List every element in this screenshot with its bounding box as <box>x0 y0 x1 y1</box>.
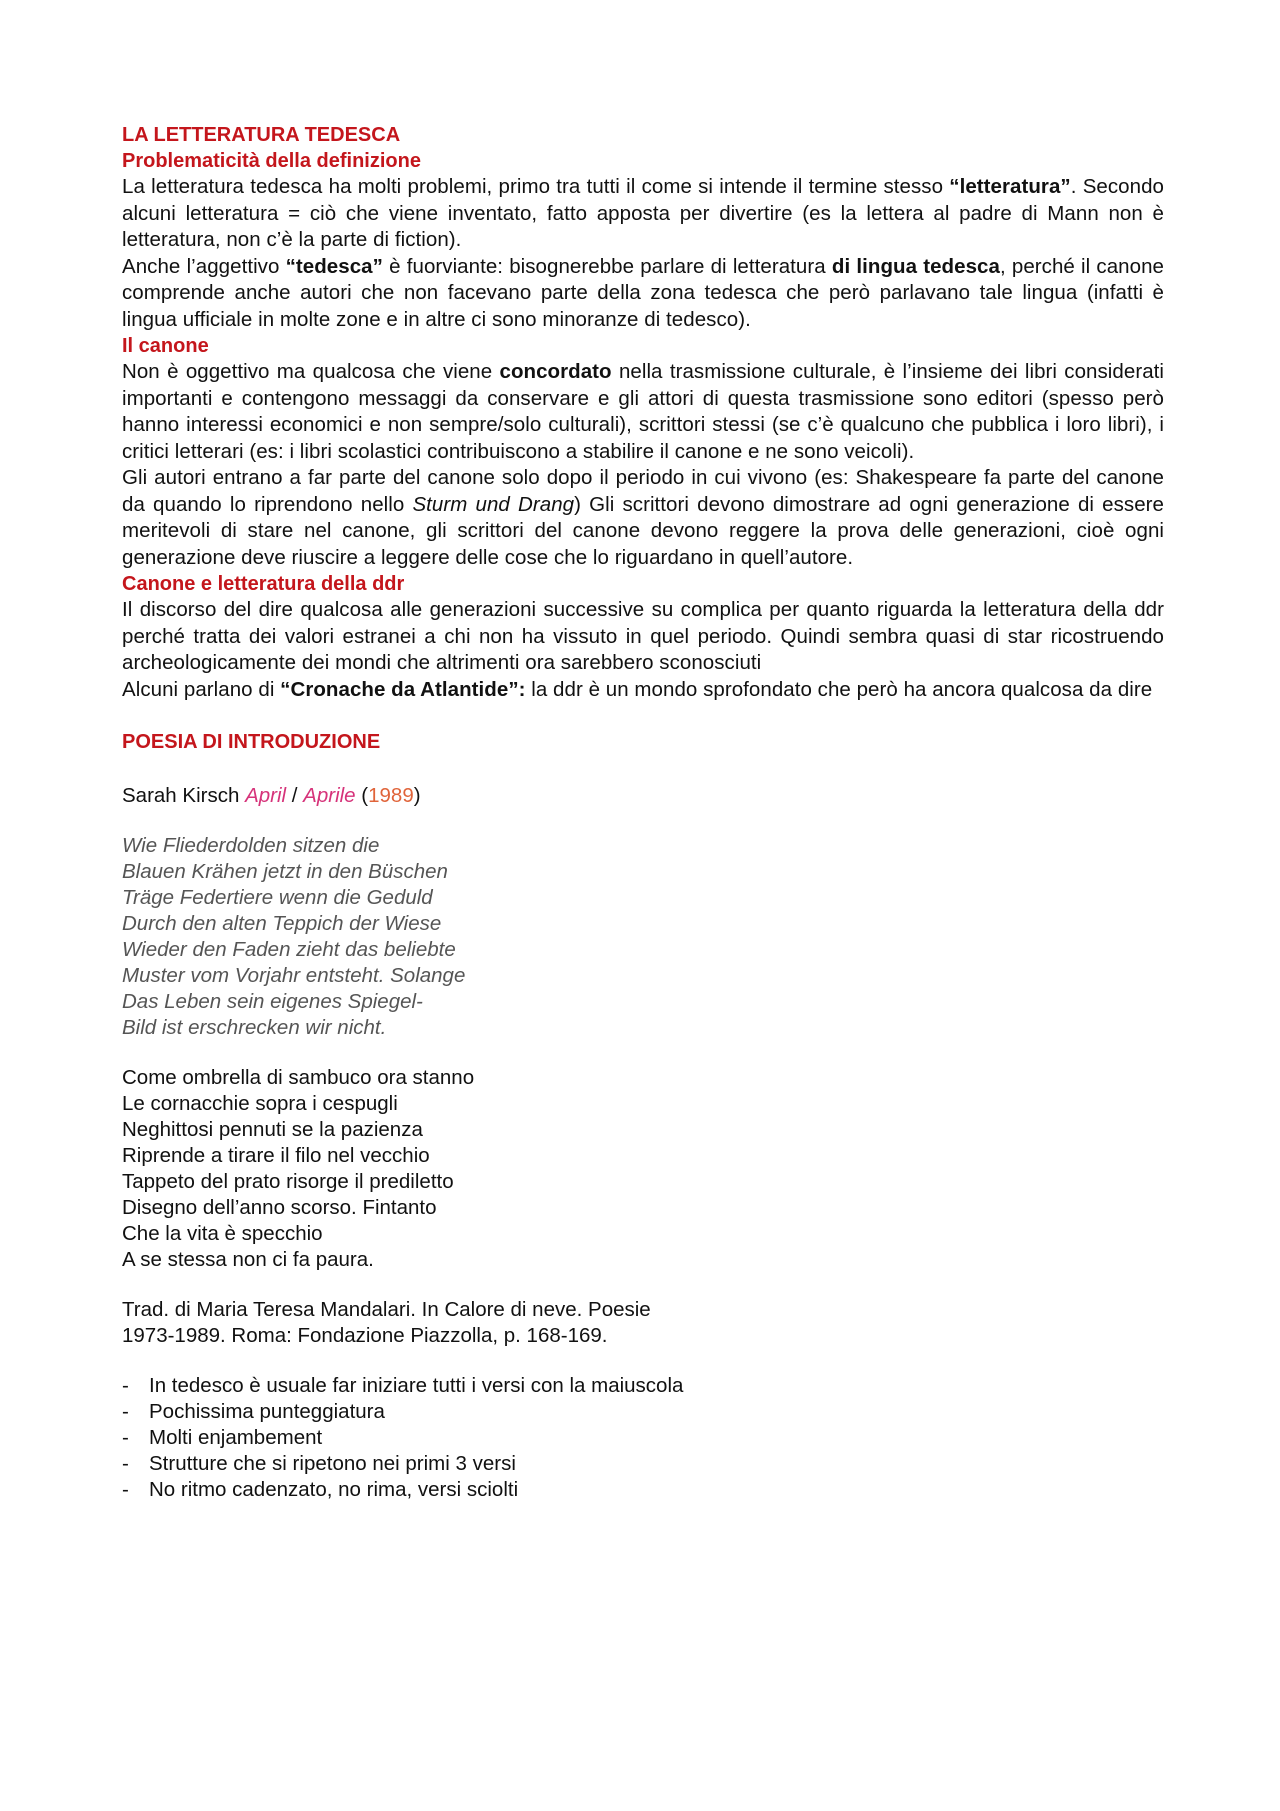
list-item <box>122 1425 1164 1451</box>
dash-bullet-icon: - <box>122 1426 129 1449</box>
poem-line: Che la vita è specchio <box>122 1222 323 1245</box>
poem-german <box>122 833 1164 1041</box>
notes-list <box>122 1373 1164 1503</box>
paren-close: ) <box>413 784 421 807</box>
bold-term-concordato: concordato <box>499 360 612 383</box>
dash-bullet-icon: - <box>122 1478 129 1501</box>
text-run: nella trasmissione culturale, è l’insieme dei libri considerati importanti e contengono messaggi da conservare e gli attori di questa trasmissione sono editori (spesso però hanno interessi economici e non sempre/solo culturali), scrittori stessi (se c’è qualcuno che pubblica i loro libri), i critici letterari (es: i libri scolastici contribuiscono a stabilire il canone e ne sono veicoli). <box>122 360 1164 463</box>
section-heading-poesia: POESIA DI INTRODUZIONE <box>122 731 381 753</box>
list-item-text: Strutture che si ripetono nei primi 3 versi <box>149 1452 516 1475</box>
dash-bullet-icon: - <box>122 1400 129 1423</box>
text-run: la ddr è un mondo sprofondato che però ha ancora qualcosa da dire <box>525 677 1153 701</box>
list-item <box>122 1373 1164 1399</box>
list-item <box>122 1399 1164 1425</box>
poem-title-german: April <box>245 784 287 807</box>
text-run: , perché il canone comprende anche autori che non facevano parte della zona tedesca che però parlavano tale lingua (infatti è lingua ufficiale in molte zone e in altre ci sono minoranze di tedesco). <box>122 254 1164 331</box>
text-run: Alcuni parlano di <box>122 677 281 701</box>
paragraph-canone-autori <box>122 465 1164 571</box>
poem-line: Disegno dell’anno scorso. Fintanto <box>122 1196 437 1219</box>
text-run: Non è oggettivo ma qualcosa che viene <box>122 360 500 383</box>
section-heading-ddr: Canone e letteratura della ddr <box>122 573 405 595</box>
poem-line: Wieder den Faden zieht das beliebte <box>122 938 456 961</box>
text-run: Anche l’aggettivo <box>122 254 286 278</box>
list-item-text: In tedesco è usuale far iniziare tutti i versi con la maiuscola <box>149 1374 684 1397</box>
bold-term-letteratura: “letteratura” <box>949 175 1071 198</box>
section-heading-definizione: Problematicità della definizione <box>122 150 421 172</box>
bold-term-cronache: “Cronache da Atlantide”: <box>280 677 526 701</box>
bold-term-tedesca: “tedesca” <box>285 254 383 278</box>
poem-line: Träge Federtiere wenn die Geduld <box>122 886 433 909</box>
section-heading-canone: Il canone <box>122 335 209 357</box>
bold-term-lingua-tedesca: di lingua tedesca <box>831 254 1000 278</box>
credit-line: Trad. di Maria Teresa Mandalari. In Calore di neve. Poesie <box>122 1298 651 1321</box>
poem-line: Blauen Krähen jetzt in den Büschen <box>122 860 448 883</box>
poem-italian <box>122 1065 1164 1273</box>
spacer <box>122 1041 1164 1065</box>
spacer <box>122 1349 1164 1373</box>
text-run: ) Gli scrittori devono dimostrare ad ogni generazione di essere meritevoli di stare nel canone, gli scrittori del canone devono reggere la prova delle generazioni, cioè ogni generazione deve riuscire a leggere delle cose che lo riguardano in quell’autore. <box>122 492 1164 569</box>
italic-term-sturm-und-drang: Sturm und Drang <box>412 492 575 516</box>
poem-line: Neghittosi pennuti se la pazienza <box>122 1118 423 1141</box>
text-run: Gli autori entrano a far parte del canone solo dopo il periodo in cui vivono (es: Shakespeare fa parte del canone da quando lo riprendono nello <box>122 466 1164 516</box>
poet-name: Sarah Kirsch <box>122 784 246 807</box>
poem-line: Durch den alten Teppich der Wiese <box>122 912 442 935</box>
paren-open: ( <box>355 784 369 807</box>
poem-line: Muster vom Vorjahr entsteht. Solange <box>122 964 466 987</box>
paragraph-atlantide <box>122 677 1164 704</box>
spacer <box>122 1273 1164 1297</box>
paragraph-canone-definizione <box>122 359 1164 465</box>
list-item <box>122 1451 1164 1477</box>
dash-bullet-icon: - <box>122 1374 129 1397</box>
poem-line: A se stessa non ci fa paura. <box>122 1248 374 1271</box>
text-run: . Secondo alcuni letteratura = ciò che viene inventato, fatto apposta per divertire (es la lettera al padre di Mann non è letteratura, non c’è la parte di fiction). <box>122 175 1164 251</box>
poem-line: Come ombrella di sambuco ora stanno <box>122 1066 475 1089</box>
poem-line: Bild ist erschrecken wir nicht. <box>122 1016 387 1039</box>
paragraph-letteratura <box>122 174 1164 254</box>
list-item <box>122 1477 1164 1503</box>
title-separator: / <box>286 784 304 807</box>
text-run: La letteratura tedesca ha molti problemi, primo tra tutti il come si intende il termine stesso <box>122 175 950 198</box>
poem-line: Riprende a tirare il filo nel vecchio <box>122 1144 430 1167</box>
poem-year: 1989 <box>368 784 414 807</box>
spacer <box>122 703 1164 729</box>
paragraph-tedesca <box>122 254 1164 334</box>
poem-line: Le cornacchie sopra i cespugli <box>122 1092 398 1115</box>
text-run: è fuorviante: bisognerebbe parlare di letteratura <box>382 254 832 278</box>
poem-line: Tappeto del prato risorge il prediletto <box>122 1170 454 1193</box>
list-item-text: Pochissima punteggiatura <box>149 1400 385 1423</box>
translation-credit <box>122 1297 1164 1349</box>
poem-attribution <box>122 783 1164 809</box>
poem-title-italian: Aprile <box>303 784 356 807</box>
list-item-text: Molti enjambement <box>149 1426 323 1449</box>
dash-bullet-icon: - <box>122 1452 129 1475</box>
spacer <box>122 755 1164 783</box>
document-title: LA LETTERATURA TEDESCA <box>122 124 401 146</box>
paragraph-ddr: Il discorso del dire qualcosa alle generazioni successive su complica per quanto riguarda la letteratura della ddr perché tratta dei valori estranei a chi non ha vissuto in quel periodo. Quindi sembra quasi di star ricostruendo archeologicamente dei mondi che altrimenti ora sarebbero sconosciuti <box>122 598 1164 674</box>
spacer <box>122 809 1164 833</box>
poem-line: Das Leben sein eigenes Spiegel- <box>122 990 423 1013</box>
poem-line: Wie Fliederdolden sitzen die <box>122 834 380 857</box>
list-item-text: No ritmo cadenzato, no rima, versi sciolti <box>149 1478 519 1501</box>
credit-line: 1973-1989. Roma: Fondazione Piazzolla, p. 168-169. <box>122 1324 608 1347</box>
